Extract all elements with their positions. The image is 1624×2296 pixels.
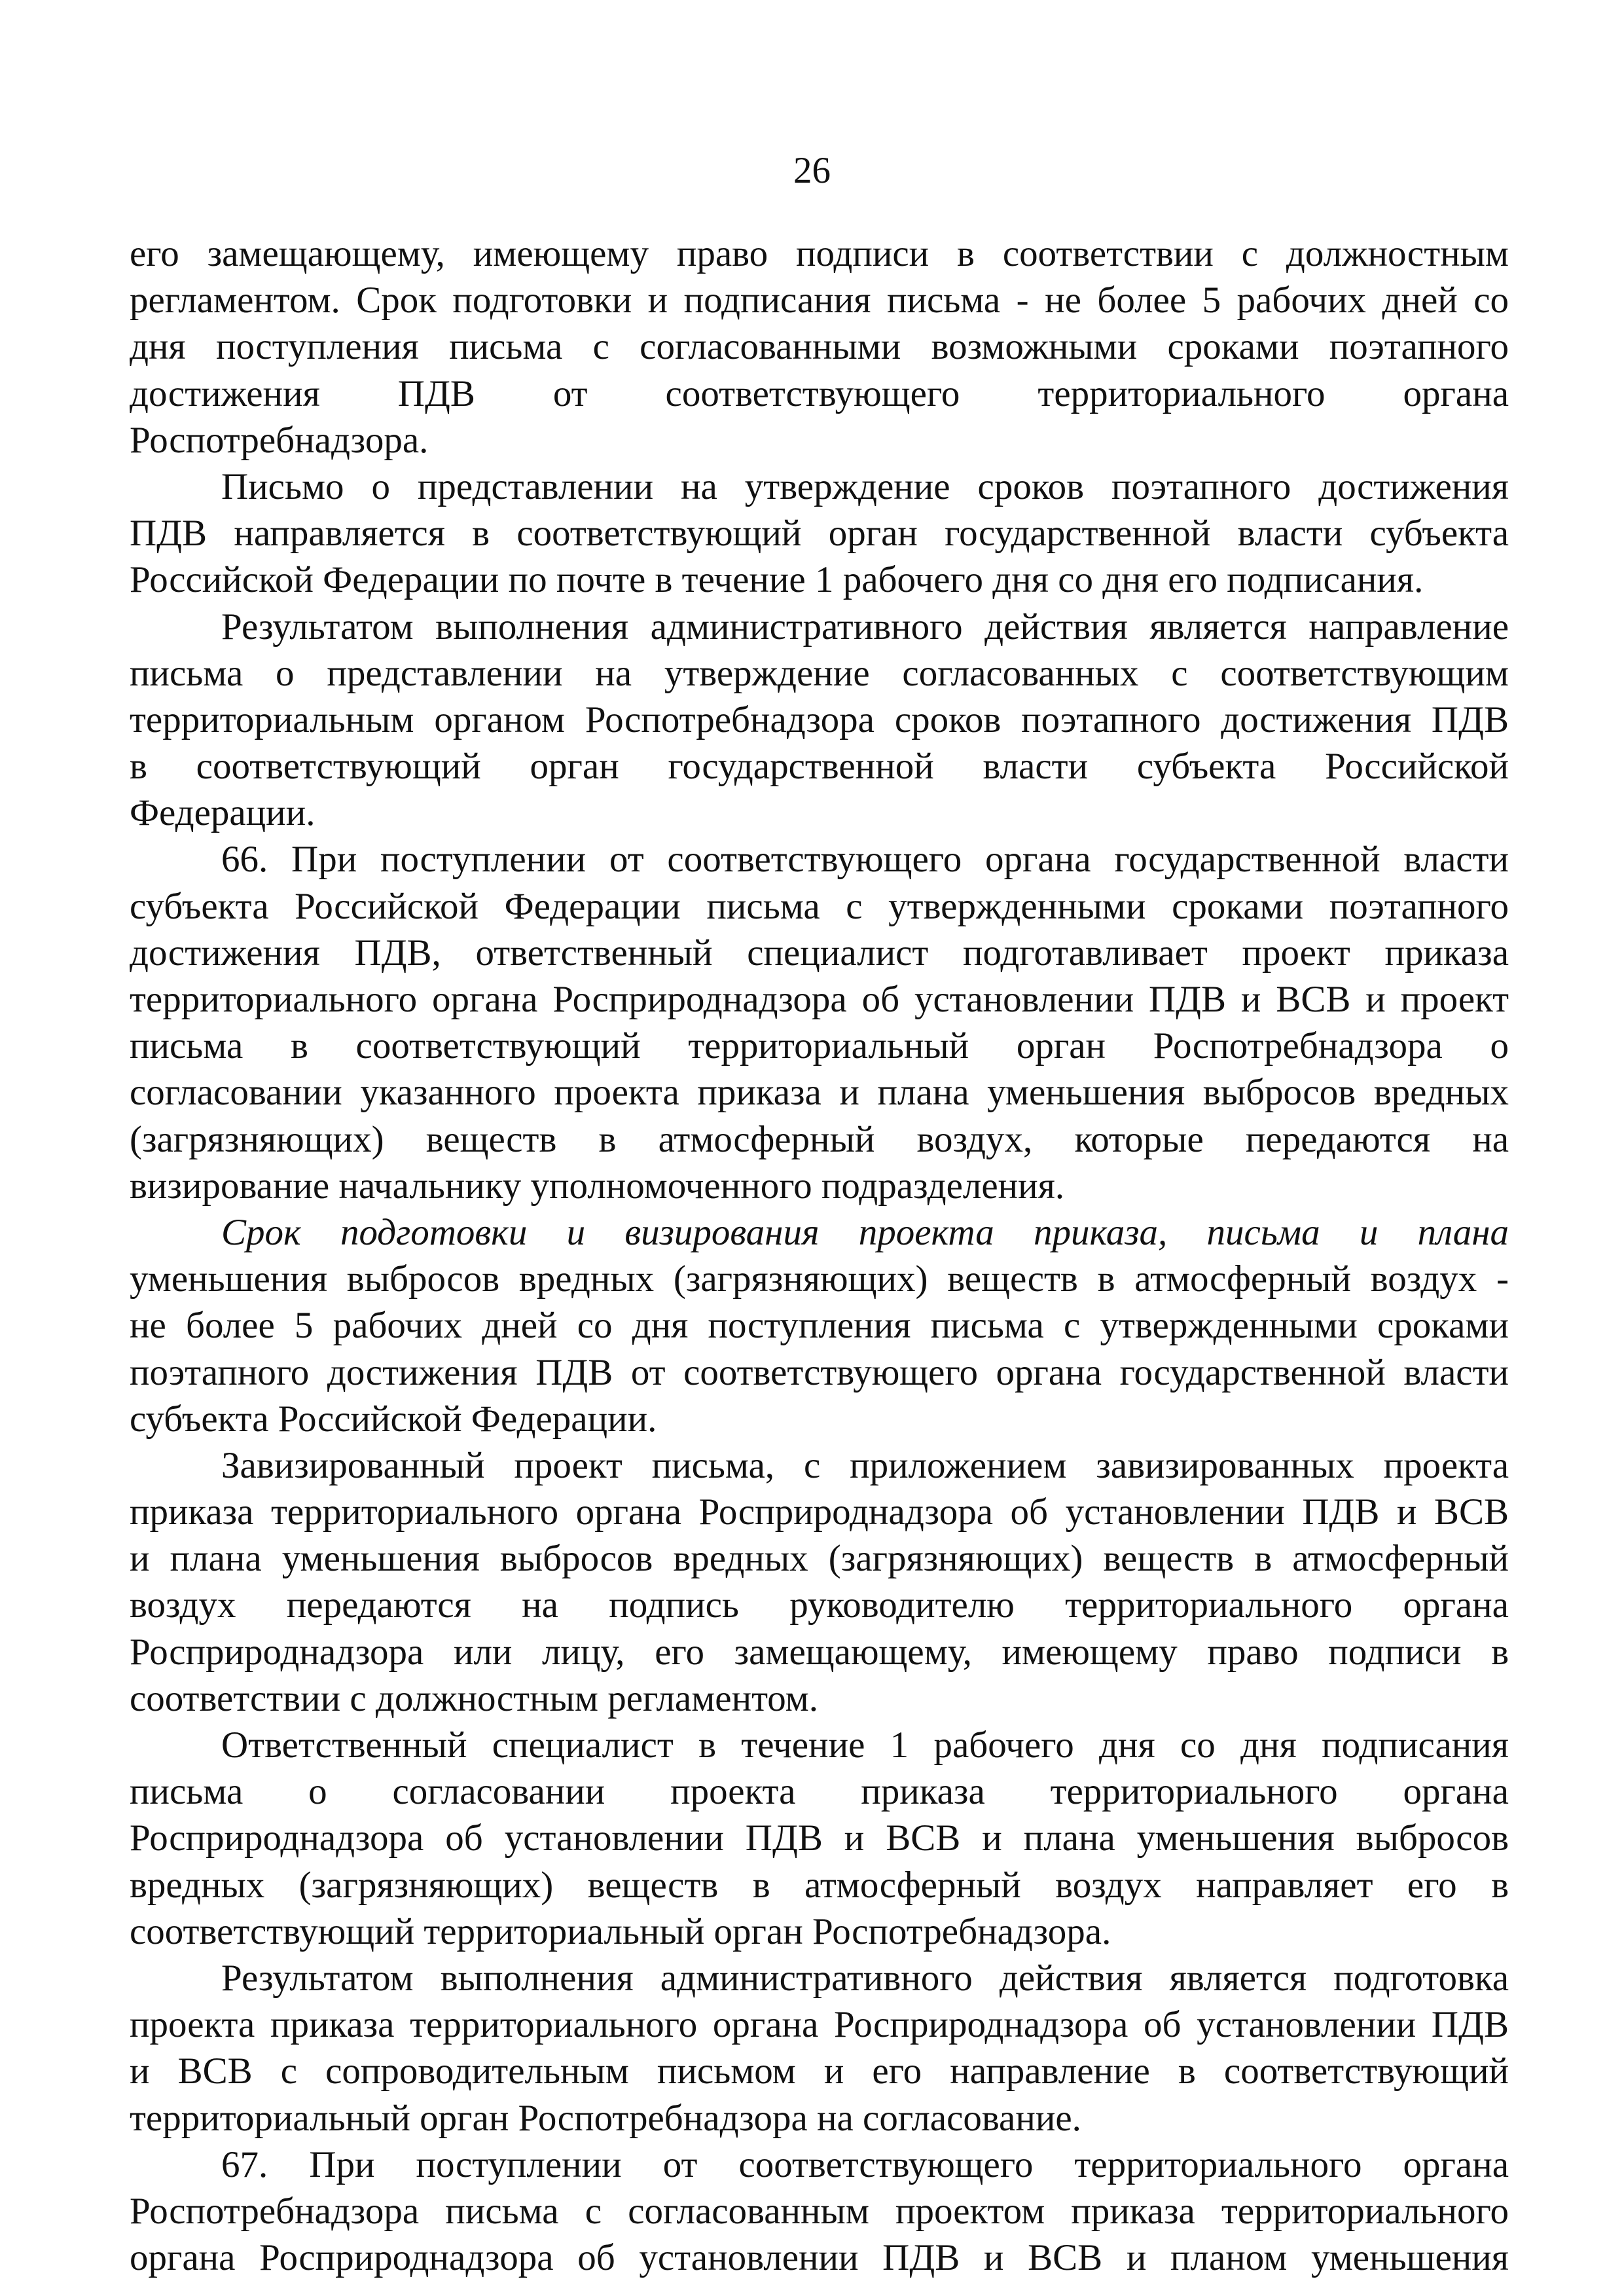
paragraph [130,836,1509,1209]
text-line: Российской Федерации по почте в течение 1 рабочего дня со дня его подписания. [130,559,1424,601]
paragraph [130,604,1509,837]
text-line: соответствующий территориальный орган Роспотребнадзора. [130,1910,1111,1952]
text-line: органа Росприроднадзора об установлении ПДВ и ВСВ и планом уменьшения [130,2237,1509,2279]
text-line: письма о согласовании проекта приказа территориального органа [130,1771,1509,1813]
text-line: субъекта Российской Федерации письма с утвержденными сроками поэтапного [130,885,1509,927]
text-line: воздух передаются на подпись руководителю территориального органа [130,1584,1509,1626]
text-line: уменьшения выбросов вредных (загрязняющих) веществ в атмосферный воздух - [130,1258,1509,1300]
text-line: Срок подготовки и визирования проекта приказа, письма и плана [221,1211,1509,1253]
paragraph [130,1209,1509,1442]
text-line: Роспотребнадзора. [130,419,429,461]
text-line: регламентом. Срок подготовки и подписания письма - не более 5 рабочих дней со [130,280,1509,321]
text-line: проекта приказа территориального органа Росприроднадзора об установлении ПДВ [130,2004,1509,2046]
text-line: Письмо о представлении на утверждение сроков поэтапного достижения [221,465,1509,507]
paragraph [130,1442,1509,1722]
text-line: Результатом выполнения административного действия является направление [221,606,1509,647]
text-line: Завизированный проект письма, с приложением завизированных проекта [221,1444,1509,1486]
paragraph [130,2141,1509,2282]
text-line: ПДВ направляется в соответствующий орган государственной власти субъекта [130,513,1509,555]
text-line: соответствии с должностным регламентом. [130,1677,818,1719]
document-body [130,230,1509,2281]
text-line: письма в соответствующий территориальный орган Роспотребнадзора о [130,1025,1509,1067]
text-line: согласовании указанного проекта приказа и плана уменьшения выбросов вредных [130,1072,1509,1114]
text-line: в соответствующий орган государственной власти субъекта Российской [130,746,1509,788]
text-line: Росприроднадзора об установлении ПДВ и ВСВ и плана уменьшения выбросов [130,1817,1509,1859]
text-line: Федерации. [130,792,316,834]
text-line: территориальным органом Роспотребнадзора сроков поэтапного достижения ПДВ [130,699,1509,740]
text-line: (загрязняющих) веществ в атмосферный воздух, которые передаются на [130,1118,1509,1160]
paragraph [130,230,1509,464]
text-line: его замещающему, имеющему право подписи в соответствии с должностным [130,233,1509,274]
text-line: и ВСВ с сопроводительным письмом и его направление в соответствующий [130,2050,1509,2092]
text-line: достижения ПДВ от соответствующего территориального органа [130,373,1509,414]
text-line: территориального органа Росприроднадзора об установлении ПДВ и ВСВ и проект [130,979,1509,1020]
text-line: дня поступления письма с согласованными возможными сроками поэтапного [130,326,1509,368]
text-line: поэтапного достижения ПДВ от соответствующего органа государственной власти [130,1351,1509,1393]
text-line: 66. При поступлении от соответствующего органа государственной власти [221,839,1509,881]
text-line: достижения ПДВ, ответственный специалист подготавливает проект приказа [130,932,1509,974]
text-line: вредных (загрязняющих) веществ в атмосферный воздух направляет его в [130,1864,1509,1906]
paragraph [130,1722,1509,1955]
paragraph [130,464,1509,604]
text-line: Ответственный специалист в течение 1 рабочего дня со дня подписания [221,1724,1509,1766]
text-line: Росприроднадзора или лицу, его замещающему, имеющему право подписи в [130,1631,1509,1673]
text-line: 67. При поступлении от соответствующего территориального органа [221,2143,1509,2185]
text-line: не более 5 рабочих дней со дня поступления письма с утвержденными сроками [130,1305,1509,1347]
text-line: Роспотребнадзора письма с согласованным проектом приказа территориального [130,2190,1509,2232]
text-line: визирование начальнику уполномоченного подразделения. [130,1165,1065,1207]
text-line: письма о представлении на утверждение согласованных с соответствующим [130,652,1509,694]
text-line: и плана уменьшения выбросов вредных (загрязняющих) веществ в атмосферный [130,1538,1509,1580]
text-line: субъекта Российской Федерации. [130,1398,657,1440]
text-line: территориальный орган Роспотребнадзора на согласование. [130,2097,1081,2139]
page-number: 26 [793,150,831,191]
paragraph [130,1955,1509,2141]
text-line: приказа территориального органа Росприроднадзора об установлении ПДВ и ВСВ [130,1491,1509,1533]
text-line: Результатом выполнения административного действия является подготовка [221,1957,1509,1999]
